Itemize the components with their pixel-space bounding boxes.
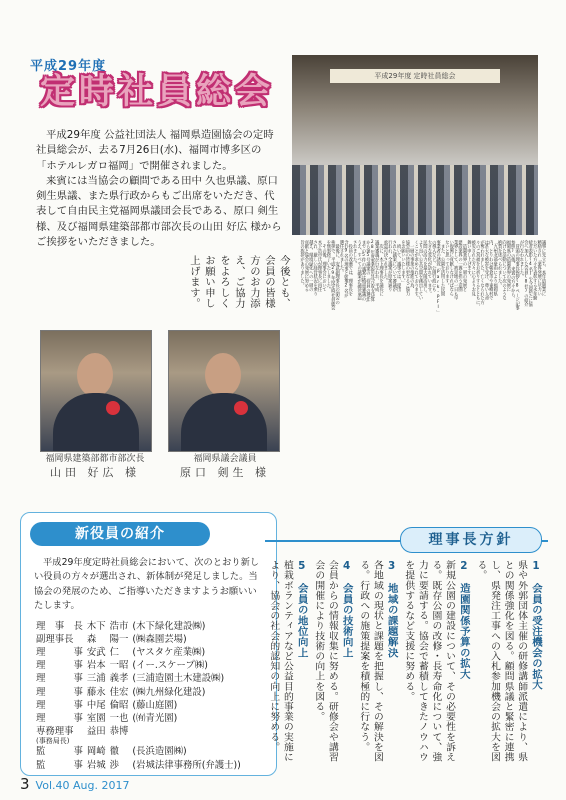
officer-row [34, 686, 243, 699]
officer-company: (ヤスタケ産業㈱) [132, 647, 206, 659]
policy-item-body: 新規公園の建設について、その必要性を訴える。既存公園の改修・長寿命化について、強力に要請する。協会で蓄積してきたノウハウを提供するなど支援に努める。 [403, 560, 456, 762]
officer-subtitle: (事務局長) [36, 737, 70, 746]
policy-item [267, 560, 308, 772]
body-column: 選任されました。 [339, 240, 345, 275]
new-officers-intro: 平成29年度定時社員総会において、次のとおり新しい役員の方々が選出され、新体制が発足しました。当協会の発展のため、ご指導いただきますようお願いいたします。 [34, 557, 260, 612]
officer-row [34, 646, 243, 659]
body-column: 承認可決されました。 [382, 240, 388, 283]
policy-item-title: 4 会員の技術向上 [340, 560, 353, 658]
body-column: 最後に、安武副理事長の閉会の [334, 240, 340, 305]
officer-surname: 中尾 [86, 699, 106, 711]
corsage-icon [106, 401, 120, 415]
new-officers-heading: 新役員の紹介 [30, 522, 210, 546]
body-column: 続いて、議事では、提出 [396, 240, 402, 292]
body-column: 一層の事業の推進の為、 [409, 240, 415, 292]
officer-row [34, 759, 243, 772]
body-column: 協会員の皆様の更なるご協力 [404, 240, 410, 296]
body-column: い復興に貢献しなければなら [448, 240, 454, 296]
body-column: 福岡県の造園業界の発展に [505, 240, 511, 292]
policy-item [312, 560, 353, 772]
new-officers-body [34, 556, 260, 772]
officer-surname: 森 [86, 633, 97, 645]
policy-item-body: 植栽ボランティアなど公益目的事業の実施により、協会の社会的認知の向上に努める。 [268, 560, 293, 762]
caption-role: 福岡県議会議員 [193, 454, 257, 464]
body-column: の導入など、公園行政にも [431, 240, 437, 292]
body-column: 舞い申し上げます。 [466, 240, 472, 279]
officer-company: (木下緑化建設㈱) [132, 620, 206, 632]
body-column: 次に、木下理事長を議長に [378, 240, 384, 296]
portrait-yamada [40, 330, 152, 452]
officer-given: 一昭 [109, 660, 129, 672]
officer-company: (㈱九州緑化建設) [132, 686, 206, 698]
body-column: 議案審議が行なわれ、平成 [374, 240, 380, 292]
officer-given: 一也 [109, 713, 129, 725]
body-column: を無事終了いたしました。 [325, 240, 331, 292]
body-column: され、厳しい経営状況を乗り [312, 240, 318, 296]
body-column: 事業者の誘致「Park-PFI」 [435, 240, 441, 315]
policy-item-title: 2 造園関係予算の拡大 [457, 560, 470, 680]
body-column: 28年度事業報告及び収支決算 [369, 240, 375, 302]
portrait-haraguchi [168, 330, 280, 452]
body-column: までの5件の議案は慎重審議の [360, 240, 366, 301]
officer-surname: 藤永 [86, 686, 106, 698]
officer-title: 理 事 [36, 713, 83, 725]
officer-company [130, 725, 242, 745]
body-column: 含む9名の理事と監事2名が [343, 240, 349, 298]
face [205, 353, 241, 397]
officer-surname: 安武 [86, 647, 106, 659]
policy-heading: 理事長方針 [400, 527, 542, 553]
policy-item-title: 3 地域の課題解決 [385, 560, 398, 658]
body-column: 越え、環境緑化への一層の [308, 240, 314, 292]
officer-company: (イー.スケープ㈱) [132, 660, 208, 672]
policy-item-body: 各地域の現状と課題を把握し、その解決を図る。行政への施策提案を積極的に行なう。 [358, 560, 383, 762]
body-column: 議事に先立ち、本年造園業に [541, 240, 546, 296]
caption-haraguchi [165, 452, 285, 480]
body-column: 旨の挨拶がありました。 [299, 240, 305, 288]
caption-name: 山田 好広 [50, 466, 118, 479]
policy-list [268, 560, 542, 772]
officer-title: 理 事 [36, 699, 83, 711]
closing-article [25, 255, 295, 310]
body-column: より良い公共空間を創出してい [418, 240, 424, 301]
caption-role: 福岡県建築部都市部次長 [45, 454, 145, 464]
officer-surname: 岡崎 [86, 746, 106, 758]
body-column: うえ、すべての議案が議決承認 [356, 240, 362, 301]
page-footer [20, 775, 129, 793]
officer-given: 倫昭 [109, 699, 129, 711]
body-column: くことが求められております。 [413, 240, 419, 301]
caption-suffix: 様 [255, 466, 270, 479]
body-column: 業界として、被災地の一日も早 [453, 240, 459, 301]
officer-title: 理 事 [36, 660, 83, 672]
body-article [295, 240, 545, 505]
conference-banner: 平成29年度 定時社員総会 [330, 69, 500, 83]
officer-given: 恭博 [109, 726, 129, 738]
issue-label: Vol.40 Aug. 2017 [35, 779, 130, 792]
officer-company: (㈲青光園) [132, 713, 178, 725]
body-column: 「九州北部豪雨により福岡県 [492, 240, 498, 296]
officer-title: 理 事 [36, 647, 83, 659]
body-column: 続者表彰(4名)や今回新たに協 [527, 240, 533, 307]
body-column: が行なわれました。 [519, 240, 525, 279]
body-column: 抱負を述べられました。 [497, 240, 503, 288]
policy-item-body: 県や外郭団体主催の研修講師派遣により、県との関係強化を図る。顧問県議と緊密に連携し、県発注工事への入札参加機会の拡大を図る。 [475, 560, 528, 762]
officer-row [34, 672, 243, 685]
body-column: 民間の活力を最大限活用し、 [422, 240, 428, 296]
officer-table [34, 620, 243, 772]
body-column: 被災された方々に心よりお見 [470, 240, 476, 296]
policy-item [357, 560, 398, 772]
body-column: から第5号議案の「役員の選任」 [365, 240, 371, 306]
officer-title: 理 事 [36, 686, 83, 698]
officer-given: 渉 [109, 759, 120, 771]
issue-year: 平成29年度 [30, 59, 107, 74]
officer-given: 佳宏 [109, 686, 129, 698]
conference-photo [292, 55, 538, 235]
corsage-icon [234, 401, 248, 415]
body-column: 大きな変化が訪れています。 [426, 240, 432, 296]
officer-title: 専務理事 (事務局長) [34, 725, 85, 745]
officer-surname: 三浦 [86, 673, 106, 685]
caption-yamada [30, 452, 160, 480]
body-column: が奪われました。亡くなられた方 [479, 240, 485, 305]
officer-row [34, 745, 243, 758]
caption-name: 原口 剣生 [180, 466, 248, 479]
officer-title: 副理事長 [36, 633, 74, 645]
body-column: その後、理事会において [321, 240, 327, 292]
officer-surname: 室園 [86, 713, 106, 725]
officer-surname: 木下 [86, 620, 106, 632]
officer-row [34, 712, 243, 725]
officer-title: 監 事 [36, 746, 83, 758]
officer-row [34, 659, 243, 672]
officer-given: 徹 [109, 746, 120, 758]
officer-title: 理 事 [36, 673, 83, 685]
officer-row [34, 633, 243, 646]
officer-given: 陽一 [109, 633, 129, 645]
officer-title: 監 事 [36, 759, 83, 771]
body-column: された議案について審議が [391, 240, 397, 292]
body-column: 役員の改選では、理事長を [347, 240, 353, 296]
body-column: また、公園を活用した民間 [440, 240, 446, 296]
body-column: ないと思っております。 [444, 240, 450, 288]
page-title: 定時社員総会 [40, 72, 275, 112]
body-column: 会へ加入した会員(8社)の紹介 [523, 240, 529, 307]
officer-title: 理 事 長 [36, 620, 83, 632]
body-column: 造園業界の一層の発展と [461, 240, 467, 292]
body-column: 挨拶で、平成29年度定時社員総会 [330, 240, 336, 311]
policy-item-body: 会員からの情報収集に努める。研修会や講習会の開催により技術の向上を図る。 [313, 560, 338, 762]
officer-row [34, 699, 243, 712]
officer-company: (三浦造園土木建設㈱) [132, 673, 225, 685]
body-column: 参照)の後、来賓の方々から、 [510, 240, 516, 301]
closing-text: 今後とも、会員の皆様方のお力添え、ご協力をよろしくお願い申し上げます。 [188, 255, 290, 309]
officer-company: (長浜造園㈱) [132, 746, 187, 758]
officer-row [34, 620, 243, 633]
body-column: ただいた方々を表彰する永年勤 [532, 240, 538, 301]
body-column: 建設業界の一翼を担う造園 [457, 240, 463, 292]
face [77, 353, 113, 397]
body-column: 向けた活動について次のような [501, 240, 507, 301]
page-number: 3 [20, 775, 30, 793]
suit [181, 393, 267, 451]
body-column: 貢献と協会の発展に努める [303, 240, 309, 292]
caption-suffix: 様 [125, 466, 140, 479]
intro-paragraph-2: 来賓には当協会の顧問である田中 久也県議、原口 剣生県議、また県行政からもご出席をいただき、代表して自由民主党福岡県議団会長である、原口 剣生 様、及び福岡県建築部都市部次長の山田 好広 様からご挨拶をいただきました。 [36, 174, 282, 249]
policy-item [402, 560, 470, 772]
body-column: をお願いいたします。」 [400, 240, 406, 286]
officer-surname: 岩本 [86, 660, 106, 672]
officer-given: 浩市 [109, 620, 129, 632]
officer-given: 義孝 [109, 673, 129, 685]
officer-given: 仁 [109, 647, 120, 659]
body-column: 木下浩市氏が理事長に再任 [317, 240, 323, 292]
body-column: 行われ、全議案が原案通り [387, 240, 393, 292]
body-column: されました。 [352, 240, 358, 266]
suit [53, 393, 139, 451]
officer-surname: 岩城 [86, 759, 106, 771]
body-column: 冒頭の理事長挨拶(8ページ記事 [514, 240, 520, 311]
audience [292, 165, 538, 235]
intro-paragraph-1: 平成29年度 公益社団法人 福岡県造園協会の定時社員総会が、去る7月26日(水)、福岡市博多区の「ホテルレガロ福岡」で開催されました。 [36, 129, 274, 172]
body-column: 々のご冥福をお祈りするとともに、 [475, 240, 481, 309]
body-column: 内、とりわけ朝倉市や東峰村で [488, 240, 494, 301]
policy-item-title: 5 会員の地位向上 [295, 560, 308, 658]
officer-company: (藤山庭園) [132, 699, 178, 711]
intro-text [36, 128, 282, 250]
body-column: は甚大な被害を受け、尊い人命 [483, 240, 489, 301]
policy-item [474, 560, 542, 772]
officer-row [34, 725, 243, 745]
officer-company: (㈱森園芸場) [132, 633, 187, 645]
officer-company: (岩城法律事務所(弁護士)) [132, 759, 241, 771]
body-column: 精励され「業界発展に尽力い [536, 240, 542, 296]
policy-item-title: 1 会員の受注機会の拡大 [530, 560, 542, 691]
officer-surname: 益田 [86, 726, 106, 738]
